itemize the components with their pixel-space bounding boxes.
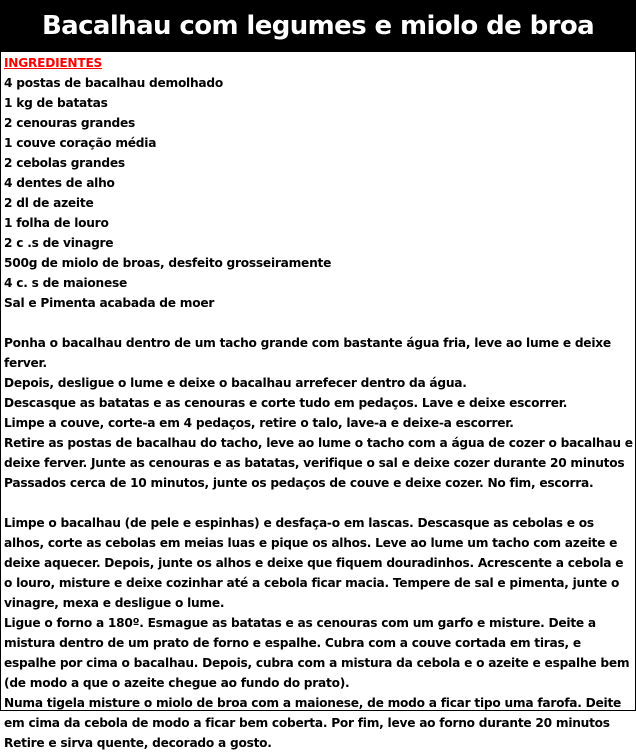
step-paragraph: Passados cerca de 10 minutos, junte os pedaços de couve e deixe cozer. No fim, escorra. — [4, 476, 594, 490]
section-spacer — [4, 313, 633, 333]
ingredient-item: 2 cenouras grandes — [4, 116, 136, 130]
section-spacer — [4, 493, 633, 513]
step-paragraph: Retire as postas de bacalhau do tacho, leve ao lume o tacho com a água de cozer o bacalhau e deixe ferver. Junte as cenouras e as batatas, verifique o sal e deixe cozer durante 20 minutos — [4, 436, 633, 470]
step-paragraph: Descasque as batatas e as cenouras e corte tudo em pedaços. Lave e deixe escorrer. — [4, 396, 568, 410]
ingredients-heading: INGREDIENTES — [4, 56, 103, 70]
step-paragraph: Ponha o bacalhau dentro de um tacho grande com bastante água fria, leve ao lume e deixe ferver. — [4, 336, 611, 370]
title-bar — [1, 1, 635, 52]
ingredient-item: 1 couve coração média — [4, 136, 157, 150]
step-paragraph: Limpe a couve, corte-a em 4 pedaços, retire o talo, lave-a e deixe-a escorrer. — [4, 416, 514, 430]
recipe-title: Bacalhau com legumes e miolo de broa — [41, 10, 595, 41]
ingredient-item: 4 postas de bacalhau demolhado — [4, 76, 223, 90]
step-paragraph: Retire e sirva quente, decorado a gosto. — [4, 736, 272, 750]
step-paragraph: Numa tigela misture o miolo de broa com a maionese, de modo a ficar tipo uma farofa. Deite em cima da cebola de modo a ficar bem coberta. Por fim, leve ao forno durante 20 minutos — [4, 696, 622, 730]
ingredient-item: Sal e Pimenta acabada de moer — [4, 296, 215, 310]
ingredient-item: 1 kg de batatas — [4, 96, 108, 110]
preparation-steps-1 — [4, 333, 633, 493]
step-paragraph: Limpe o bacalhau (de pele e espinhas) e desfaça-o em lascas. Descasque as cebolas e os alhos, corte as cebolas em meias luas e pique os alhos. Leve ao lume um tacho com azeite e deixe aquecer. Depois, junte os alhos e deixe que fiquem douradinhos. Acrescente a cebola e o louro, misture e deixe cozinhar até a cebola ficar macia. Tempere de sal e pimenta, junte o vinagre, mexa e desligue o lume. — [4, 516, 624, 610]
ingredient-item: 1 folha de louro — [4, 216, 109, 230]
ingredient-item: 2 c .s de vinagre — [4, 236, 114, 250]
ingredient-item: 2 dl de azeite — [4, 196, 94, 210]
preparation-steps-2 — [4, 513, 633, 753]
step-paragraph: Depois, desligue o lume e deixe o bacalhau arrefecer dentro da água. — [4, 376, 467, 390]
ingredients-list — [4, 73, 633, 313]
ingredient-item: 500g de miolo de broas, desfeito grosseiramente — [4, 256, 332, 270]
step-paragraph: Ligue o forno a 180º. Esmague as batatas e as cenouras com um garfo e misture. Deite a mistura dentro de um prato de forno e espalhe. Cubra com a couve cortada em tiras, e espalhe por cima o bacalhau. Depois, cubra com a mistura da cebola e o azeite e espalhe bem (de modo a que o azeite chegue ao fundo do prato). — [4, 616, 630, 690]
ingredient-item: 2 cebolas grandes — [4, 156, 125, 170]
ingredient-item: 4 dentes de alho — [4, 176, 115, 190]
recipe-content — [1, 52, 635, 753]
ingredient-item: 4 c. s de maionese — [4, 276, 127, 290]
